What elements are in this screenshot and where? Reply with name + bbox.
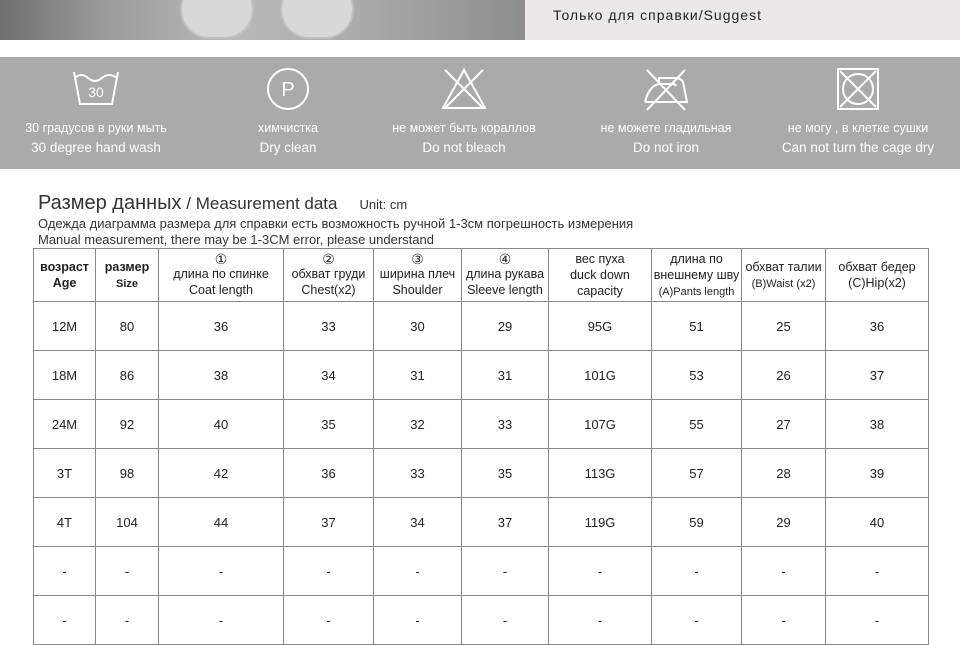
do-not-iron-icon	[641, 66, 691, 112]
do-not-tumble-dry-icon	[833, 66, 883, 112]
table-cell: 29	[462, 302, 549, 351]
header-age: возраст Age	[34, 249, 96, 302]
table-cell: -	[96, 596, 159, 645]
table-cell: 37	[284, 498, 374, 547]
table-cell: -	[374, 596, 462, 645]
table-cell: 33	[462, 400, 549, 449]
table-cell: 33	[374, 449, 462, 498]
table-cell: 34	[284, 351, 374, 400]
table-cell: 86	[96, 351, 159, 400]
table-row	[34, 400, 929, 449]
table-cell: 34	[374, 498, 462, 547]
table-cell: 32	[374, 400, 462, 449]
care-text-ru: химчистка	[258, 121, 318, 135]
do-not-bleach-icon	[439, 66, 489, 112]
care-item-hand-wash	[0, 57, 192, 169]
header-waist: обхват талии (B)Waist (x2)	[742, 249, 826, 302]
table-cell: 26	[742, 351, 826, 400]
table-cell: 57	[652, 449, 742, 498]
table-cell: -	[652, 596, 742, 645]
care-instructions	[0, 57, 960, 169]
table-cell: 36	[159, 302, 284, 351]
table-cell: 51	[652, 302, 742, 351]
table-cell: 95G	[549, 302, 652, 351]
table-cell: 104	[96, 498, 159, 547]
table-cell: 27	[742, 400, 826, 449]
table-cell: 28	[742, 449, 826, 498]
note-en: Manual measurement, there may be 1-3CM error, please understand	[38, 232, 434, 247]
table-cell: 30	[374, 302, 462, 351]
table-cell: -	[462, 547, 549, 596]
table-cell: -	[826, 596, 929, 645]
table-cell: 33	[284, 302, 374, 351]
table-cell: 98	[96, 449, 159, 498]
table-cell: -	[284, 547, 374, 596]
care-text-ru: не могу , в клетке сушки	[787, 121, 929, 135]
care-text-en: Can not turn the cage dry	[781, 140, 935, 155]
table-cell: 40	[159, 400, 284, 449]
reference-text: Только для справки/Suggest	[553, 7, 762, 23]
table-cell: 39	[826, 449, 929, 498]
table-cell: -	[652, 547, 742, 596]
table-row	[34, 351, 929, 400]
svg-text:P: P	[281, 79, 295, 101]
table-cell: 35	[462, 449, 549, 498]
table-row	[34, 449, 929, 498]
svg-text:30: 30	[88, 84, 104, 100]
table-cell: -	[374, 547, 462, 596]
table-cell: 31	[462, 351, 549, 400]
table-cell: -	[34, 596, 96, 645]
table-cell: -	[34, 547, 96, 596]
table-row	[34, 498, 929, 547]
table-cell: -	[742, 547, 826, 596]
table-header-row	[34, 249, 929, 302]
care-item-no-bleach	[368, 57, 560, 169]
care-text-en: 30 degree hand wash	[31, 140, 161, 155]
measurement-title	[38, 192, 407, 215]
table-cell: 55	[652, 400, 742, 449]
table-cell: -	[742, 596, 826, 645]
table-cell: 37	[462, 498, 549, 547]
table-cell: 29	[742, 498, 826, 547]
title-en: / Measurement data	[181, 194, 338, 213]
table-cell: 36	[284, 449, 374, 498]
table-cell: 107G	[549, 400, 652, 449]
care-text-en: Do not bleach	[422, 140, 506, 155]
care-text-ru: 30 градусов в руки мыть	[25, 121, 167, 135]
header-coat-length: ① длина по спинке Coat length	[159, 249, 284, 302]
table-cell: 80	[96, 302, 159, 351]
care-text-ru: не может быть кораллов	[392, 121, 536, 135]
table-cell: 4T	[34, 498, 96, 547]
table-cell: 113G	[549, 449, 652, 498]
care-text-en: Do not iron	[632, 140, 700, 155]
table-row	[34, 547, 929, 596]
table-cell: 24M	[34, 400, 96, 449]
table-cell: 35	[284, 400, 374, 449]
title-ru: Размер данных	[38, 192, 182, 214]
hand-wash-30-icon	[71, 66, 121, 112]
care-item-no-tumble-dry	[762, 57, 954, 169]
shoe-image	[180, 0, 254, 39]
table-cell: -	[826, 547, 929, 596]
table-cell: 101G	[549, 351, 652, 400]
table-cell: -	[284, 596, 374, 645]
table-row	[34, 596, 929, 645]
header-hip: обхват бедер (C)Hip(x2)	[826, 249, 929, 302]
table-cell: -	[462, 596, 549, 645]
table-cell: 40	[826, 498, 929, 547]
table-cell: 3T	[34, 449, 96, 498]
table-cell: 25	[742, 302, 826, 351]
table-cell: 38	[159, 351, 284, 400]
top-strip	[0, 0, 960, 40]
header-chest: ② обхват груди Chest(x2)	[284, 249, 374, 302]
header-size: размер Size	[96, 249, 159, 302]
table-cell: 119G	[549, 498, 652, 547]
table-row	[34, 302, 929, 351]
table-cell: 36	[826, 302, 929, 351]
table-cell: -	[549, 547, 652, 596]
care-text-ru: не можете гладильная	[600, 121, 732, 135]
table-cell: 59	[652, 498, 742, 547]
table-cell: 42	[159, 449, 284, 498]
table-cell: -	[549, 596, 652, 645]
care-item-dry-clean	[192, 57, 384, 169]
unit-label: Unit: cm	[359, 197, 408, 212]
header-sleeve-length: ④ длина рукава Sleeve length	[462, 249, 549, 302]
table-cell: -	[96, 547, 159, 596]
table-cell: -	[159, 547, 284, 596]
care-text-en: Dry clean	[259, 140, 317, 155]
size-table	[33, 248, 929, 645]
dry-clean-icon	[263, 66, 313, 112]
table-cell: 31	[374, 351, 462, 400]
table-cell: 92	[96, 400, 159, 449]
header-down-capacity: вес пуха duck down capacity	[549, 249, 652, 302]
table-cell: 18M	[34, 351, 96, 400]
table-cell: -	[159, 596, 284, 645]
table-cell: 38	[826, 400, 929, 449]
note-ru: Одежда диаграмма размера для справки есть возможность ручной 1-3см погрешность измерения	[38, 216, 634, 231]
header-pants-length: длина по внешнему шву (A)Pants length	[652, 249, 742, 302]
care-item-no-iron	[570, 57, 762, 169]
product-photo	[0, 0, 525, 40]
shoe-image	[280, 0, 354, 39]
table-cell: 44	[159, 498, 284, 547]
header-shoulder: ③ ширина плеч Shoulder	[374, 249, 462, 302]
table-cell: 37	[826, 351, 929, 400]
table-cell: 12M	[34, 302, 96, 351]
table-cell: 53	[652, 351, 742, 400]
